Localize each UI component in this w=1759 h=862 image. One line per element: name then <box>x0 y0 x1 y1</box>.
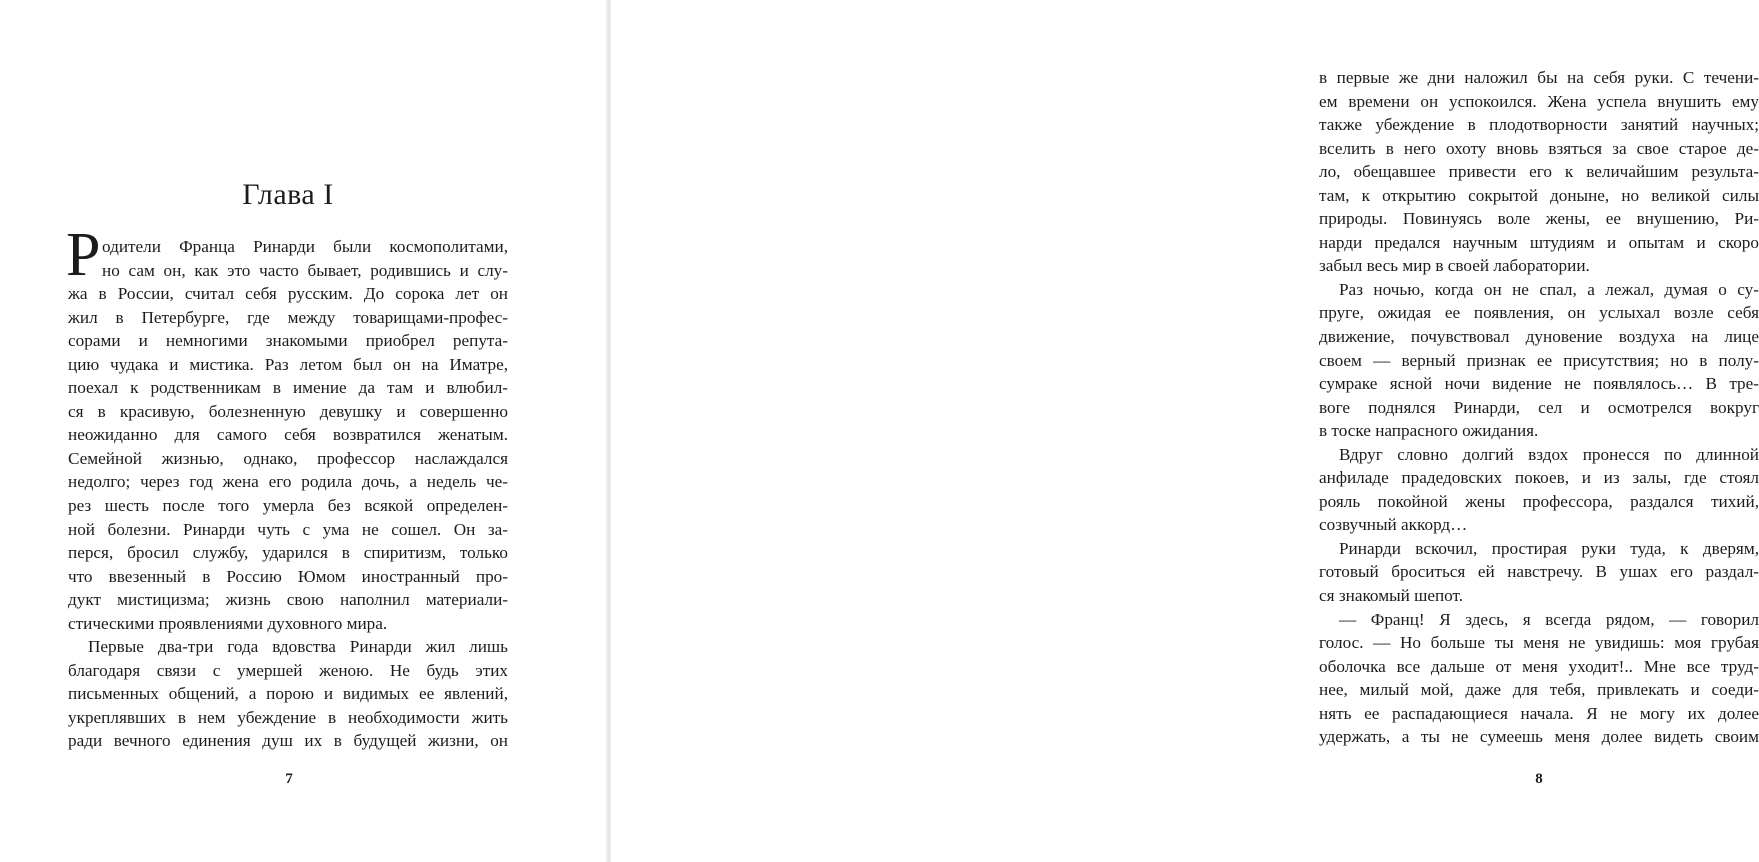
text-line: вселить в него охоту вновь взяться за свое старое де- <box>1319 138 1759 158</box>
text-line: также убеждение в плодотворности занятий научных; <box>1319 115 1759 135</box>
right-page <box>611 0 1759 862</box>
text-line: в первые же дни наложил бы на себя руки. С течени- <box>1319 68 1759 87</box>
text-line: созвучный аккорд… <box>1319 515 1468 535</box>
text-line: стическими проявлениями духовного мира. <box>68 613 388 633</box>
text-line: но сам он, как это часто бывает, родившись и слу- <box>102 260 508 280</box>
text-line: дукт мистицизма; жизнь свою наполнил материали- <box>68 590 508 610</box>
text-line: ем времени он успокоился. Жена успела внушить ему <box>1319 91 1759 111</box>
text-line: рояль покойной жены профессора, раздался тихий, <box>1319 491 1759 511</box>
text-line: письменных общений, а порою и видимых ее явлений, <box>68 684 508 704</box>
text-line: благодаря связи с умершей женою. Не будь этих <box>68 660 508 680</box>
text-line: нарди предался научным штудиям и опытам и скоро <box>1319 232 1759 252</box>
text-line: сумраке ясной ночи видение не появлялось… В тре- <box>1319 374 1759 394</box>
text-line: Раз ночью, когда он не спал, а лежал, думая о су- <box>1339 279 1759 299</box>
text-line: своем — верный признак ее присутствия; но в полу- <box>1319 350 1759 370</box>
text-line: анфиладе прадедовских покоев, и из залы, где стоял <box>1319 468 1759 488</box>
text-line: цию чудака и мистика. Раз летом был он на Иматре, <box>68 354 508 374</box>
text-line: рез шесть после того умерла без всякой определен- <box>68 496 508 516</box>
text-line: готовый броситься ей навстречу. В ушах его раздал- <box>1319 562 1759 582</box>
text-line: жил в Петербурге, где между товарищами-профес- <box>68 307 508 327</box>
text-line: движение, почувствовал дуновение воздуха на лице <box>1319 327 1759 347</box>
text-line: Первые два-три года вдовства Ринарди жил лишь <box>88 637 508 657</box>
text-line: ся в красивую, болезненную девушку и совершенно <box>68 401 508 421</box>
text-line: удержать, а ты не сумеешь меня долее видеть своим <box>1319 727 1759 747</box>
text-line: жа в России, считал себя русским. До сорока лет он <box>68 284 508 304</box>
text-line: ся знакомый шепот. <box>1319 586 1464 606</box>
text-line: нять ее распадающиеся начала. Я не могу их долее <box>1319 703 1759 723</box>
left-page <box>0 0 608 862</box>
text-line: ной болезни. Ринарди чуть с ума не сошел. Он за- <box>68 519 508 539</box>
text-line: в тоске напрасного ожидания. <box>1319 421 1539 441</box>
text-line: природы. Повинуясь воле жены, ее внушению, Ри- <box>1319 209 1759 229</box>
left-page-text <box>68 235 508 753</box>
text-line: Вдруг словно долгий вздох пронесся по длинной <box>1339 444 1759 464</box>
text-line: недолго; через год жена его родила дочь, а недель че- <box>68 472 508 492</box>
text-line: ло, обещавшее привести его к величайшим результа- <box>1319 162 1759 182</box>
page-number-right: 8 <box>1535 771 1543 787</box>
text-line: ради вечного единения душ их в будущей жизни, он <box>68 731 508 751</box>
text-line: воге поднялся Ринарди, сел и осмотрелся вокруг <box>1319 397 1759 417</box>
text-line: поехал к родственникам в имение да там и влюбил- <box>68 378 508 398</box>
text-line: перся, бросил службу, ударился в спиритизм, только <box>68 543 508 563</box>
text-line: голос. — Но больше ты меня не увидишь: моя грубая <box>1319 633 1759 653</box>
chapter-title: Глава I <box>242 178 334 211</box>
text-line: там, к открытию сокрытой доныне, но великой силы <box>1319 185 1759 205</box>
text-line: — Франц! Я здесь, я всегда рядом, — говорил <box>1339 609 1759 629</box>
text-line: Семейной жизнью, однако, профессор наслаждался <box>68 448 508 468</box>
text-line: укреплявших в нем убеждение в необходимости жить <box>68 707 508 727</box>
text-line: Ринарди вскочил, простирая руки туда, к дверям, <box>1339 538 1759 558</box>
text-line: оболочка все дальше от меня уходит!.. Мне все труд- <box>1319 656 1759 676</box>
text-line: забыл весь мир в своей лаборатории. <box>1319 256 1590 276</box>
text-line: пруге, ожидая ее появления, он услыхал возле себя <box>1319 303 1759 323</box>
text-line: одители Франца Ринарди были космополитами, <box>102 237 508 256</box>
page-number-left: 7 <box>285 771 293 787</box>
drop-cap: Р <box>66 221 101 289</box>
text-line: сорами и немногими знакомыми приобрел репута- <box>68 331 508 351</box>
text-line: что ввезенный в Россию Юмом иностранный про- <box>68 566 508 586</box>
text-line: нее, милый мой, даже для тебя, привлекать и соеди- <box>1319 680 1759 700</box>
text-line: неожиданно для самого себя возвратился женатым. <box>68 425 508 445</box>
right-page-text <box>1319 66 1759 749</box>
